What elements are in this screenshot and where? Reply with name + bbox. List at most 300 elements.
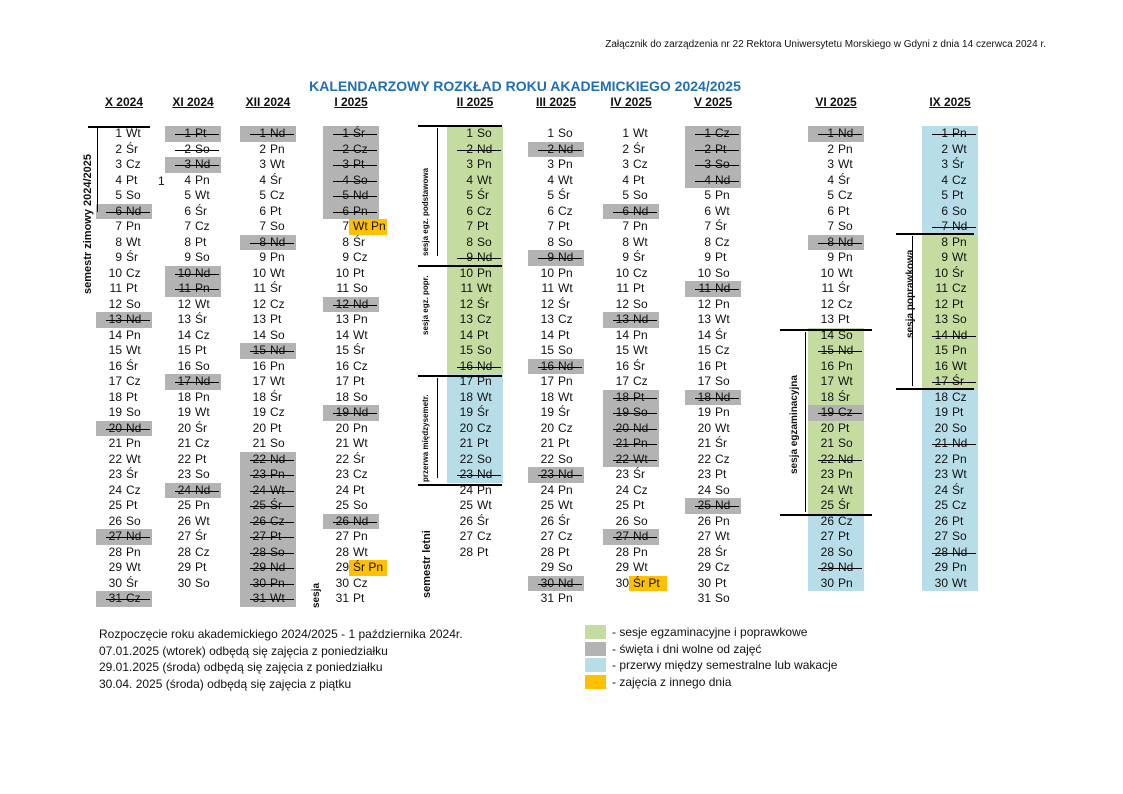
weekday: Wt [633,560,648,574]
weekday: Nd [715,281,731,295]
day-cell [808,421,864,437]
day-cell [603,266,659,282]
day-number: 30 [697,575,711,590]
day-cell [240,266,296,282]
day-cell [685,560,741,576]
day-cell [323,467,379,483]
weekday: Wt [715,420,730,435]
day-cell [165,514,221,530]
day-cell [603,545,659,561]
day-cell [323,142,379,158]
weekday: So [195,467,210,481]
weekday: Cz [558,203,573,218]
weekday: Pn [952,451,967,466]
sesja-podst-bracket [437,128,438,256]
day-number: 29 [540,560,554,574]
weekday: So [952,203,967,218]
weekday: Pt [633,498,645,512]
day-number: 8 [547,234,554,249]
weekday: Śr [838,389,850,404]
day-cell [685,498,741,514]
day-number: 7 [827,219,834,233]
day-number: 12 [697,296,711,311]
day-cell [165,142,221,158]
day-number: 10 [697,265,711,280]
day-cell [922,498,978,514]
weekday: Cz [558,420,573,435]
weekday: Wt [558,498,573,512]
day-number: 14 [615,327,629,342]
sesja-top-line [418,125,502,127]
weekday: Pn [270,575,285,590]
day-cell [165,188,221,204]
day-number: 13 [820,312,834,326]
weekday: Pt [715,467,727,481]
day-cell [96,421,152,437]
weekday: So [477,126,492,140]
day-cell [447,219,503,235]
day-number: 5 [115,188,122,202]
day-cell [528,188,584,204]
day-cell [528,312,584,328]
day-number: 3 [342,157,349,171]
month-header: I 2025 [334,95,368,109]
day-number: 25 [934,498,948,512]
weekday: Pt [715,250,727,264]
weekday: Śr [715,219,727,233]
day-cell [922,436,978,452]
day-cell [685,126,741,142]
day-number: 22 [540,451,554,466]
day-number: 2 [941,141,948,156]
weekday: Cz [952,389,967,404]
day-number: 31 [108,591,122,605]
month-header: III 2025 [535,95,577,109]
weekday: Pt [838,203,850,218]
day-number: 28 [108,544,122,559]
day-cell [323,359,379,375]
day-number: 24 [820,482,834,497]
day-cell [685,576,741,592]
weekday: Pn [952,560,967,574]
przerwa-label: przerwa międzysemetr. [421,394,430,482]
day-cell [240,312,296,328]
day-number: 18 [459,389,473,404]
weekday: So [952,420,967,435]
day-number: 21 [540,436,554,450]
weekday: Śr [353,234,365,249]
weekday: So [558,343,573,357]
day-cell [603,514,659,530]
day-cell [922,235,978,251]
weekday: Śr [633,250,645,264]
weekday: Śr [195,203,207,218]
weekday: Nd [558,575,574,590]
weekday: Śr [558,405,570,419]
month-column [528,126,584,607]
day-number: 20 [335,420,349,435]
day-cell [922,312,978,328]
day-number: 17 [252,374,266,388]
day-number: 23 [934,467,948,481]
weekday: Pt [558,327,570,342]
weekday: Cz [126,374,141,388]
weekday: Śr [195,529,207,543]
weekday: Nd [353,296,369,311]
day-cell [240,514,296,530]
day-number: 1 [342,126,349,140]
day-cell [603,142,659,158]
day-number: 15 [540,343,554,357]
weekday: Wt [126,126,141,140]
day-number: 3 [622,157,629,171]
weekday: Pt [270,420,282,435]
weekday: Pt [838,312,850,326]
day-number: 1 [466,126,473,140]
weekday: So [477,234,492,249]
weekday: Pn [633,436,648,450]
weekday: Cz [195,544,210,559]
weekday: Nd [195,265,211,280]
day-number: 11 [109,281,122,295]
legend-swatch [585,658,606,672]
weekday: Nd [195,374,211,388]
day-number: 11 [253,281,266,295]
day-cell [603,281,659,297]
weekday: Cz [270,188,285,202]
weekday: Pn [353,420,368,435]
weekday: Wt [477,172,492,187]
day-cell [96,250,152,266]
day-cell [603,576,659,592]
weekday: Wt [195,405,210,419]
day-number: 22 [335,451,349,466]
day-cell [165,359,221,375]
day-number: 22 [108,451,122,466]
day-cell [528,374,584,390]
weekday: Nd [126,420,142,435]
weekday: Wt [715,312,730,326]
day-number: 6 [704,203,711,218]
weekday: Pn [195,389,210,404]
weekday: Cz [715,560,730,574]
summer-semester-label: semestr letni [421,530,433,598]
day-cell [528,250,584,266]
day-number: 31 [697,591,711,605]
weekday: Wt [126,451,141,466]
day-number: 8 [259,234,266,249]
legend-item-other-day: - zajęcia z innego dnia [585,674,837,691]
retake-session-label: sesja poprawkowa [905,249,916,338]
weekday: Pn [353,203,368,218]
day-cell [808,560,864,576]
day-number: 7 [704,219,711,233]
weekday: Nd [270,126,286,140]
day-cell [808,483,864,499]
weekday: Wt [270,482,285,497]
weekday: Pt [195,451,207,466]
weekday: So [126,405,141,419]
weekday: Pn [477,482,492,497]
day-cell [240,374,296,390]
day-cell [685,281,741,297]
weekday: Wt [952,250,967,264]
day-cell [808,312,864,328]
weekday: So [715,265,730,280]
weekday: Wt [633,234,648,249]
weekday: Wt [558,172,573,187]
day-number: 20 [934,420,948,435]
weekday: Śr [838,281,850,295]
weekday: So [270,436,285,450]
weekday: Nd [477,250,493,264]
day-number: 9 [704,250,711,264]
day-cell [447,126,503,142]
day-cell [323,405,379,421]
day-cell [165,250,221,266]
day-cell [96,142,152,158]
day-cell [685,390,741,406]
day-cell [603,328,659,344]
weekday: Nd [270,560,286,574]
day-cell [685,436,741,452]
day-cell [96,343,152,359]
day-cell [528,529,584,545]
day-number: 26 [459,513,473,528]
day-cell [447,421,503,437]
day-number: 2 [704,141,711,156]
day-cell [165,343,221,359]
month-header: VI 2025 [815,95,857,109]
day-number: 15 [335,343,349,357]
day-cell [447,312,503,328]
weekday: Cz [715,126,730,140]
day-number: 18 [252,389,266,404]
day-number: 14 [820,327,834,342]
weekday: Nd [633,420,649,435]
weekday: Nd [558,250,574,264]
weekday: Cz [477,312,492,326]
day-number: 19 [934,405,948,419]
day-cell [685,405,741,421]
weekday: Cz [353,575,368,590]
weekday: So [353,172,368,187]
day-cell [96,436,152,452]
day-number: 6 [827,203,834,218]
day-number: 16 [615,358,629,373]
day-cell [528,173,584,189]
weekday: So [558,560,573,574]
weekday: So [952,529,967,543]
day-number: 29 [615,560,629,574]
day-cell [922,483,978,499]
day-cell [685,312,741,328]
day-number: 23 [108,467,122,481]
day-number: 21 [615,436,629,450]
day-cell [922,188,978,204]
month-column [96,126,152,607]
day-cell [240,157,296,173]
weekday: Cz [353,467,368,481]
day-cell [808,545,864,561]
weekday: Śr [195,312,207,326]
day-cell [808,219,864,235]
weekday: Wt [477,281,492,295]
day-number: 27 [335,529,349,543]
day-number: 19 [697,405,711,419]
przerwa-top-line [418,375,502,377]
day-number: 29 [177,560,191,574]
day-cell [922,421,978,437]
weekday: Pn [126,544,141,559]
exam-session-label: sesja egzaminacyjna [789,375,800,474]
weekday: Pt [952,513,964,528]
day-number: 19 [252,405,266,419]
weekday: Nd [838,343,854,357]
day-number: 25 [177,498,191,512]
month-header: IX 2025 [929,95,971,109]
weekday: Pt [477,436,489,450]
weekday: Pt [558,219,570,233]
day-cell [922,204,978,220]
day-number: 4 [827,172,834,187]
weekday: Cz [195,219,210,233]
day-number: 26 [615,513,629,528]
weekday: Pn [952,343,967,357]
day-cell [165,483,221,499]
day-number: 4 [259,172,266,187]
weekday: So [558,126,573,140]
weekday: Pn [838,141,853,156]
day-cell [808,359,864,375]
day-number: 5 [259,188,266,202]
day-number: 7 [115,219,122,233]
weekday: Wt [195,296,210,311]
day-cell [96,328,152,344]
day-cell [808,281,864,297]
day-cell [685,250,741,266]
day-number: 2 [547,141,554,156]
day-cell [922,514,978,530]
weekday: Śr [558,513,570,528]
day-cell [240,560,296,576]
day-cell [240,281,296,297]
weekday: Wt [633,343,648,357]
day-cell [240,188,296,204]
day-cell [922,529,978,545]
weekday: Śr [270,172,282,187]
legend-item-sessions: - sesje egzaminacyjne i poprawkowe [585,624,837,641]
day-cell [165,281,221,297]
day-number: 3 [941,157,948,171]
day-number: 4 [941,172,948,187]
weekday: Pt [715,575,727,590]
day-cell [603,126,659,142]
weekday: Wt [353,436,368,450]
month-header: XII 2024 [245,95,291,109]
day-cell [603,390,659,406]
day-cell [528,498,584,514]
day-cell [323,560,384,576]
day-cell [922,405,978,421]
day-number: 7 [259,219,266,233]
day-number: 4 [466,172,473,187]
day-number: 6 [941,203,948,218]
day-cell [447,188,503,204]
weekday: Pn [270,250,285,264]
day-number: 5 [342,188,349,202]
day-cell [165,235,221,251]
day-number: 7 [184,219,191,233]
weekday: Nd [270,343,286,357]
day-number: 2 [466,141,473,156]
day-number: 6 [184,203,191,218]
day-number: 16 [108,358,122,373]
day-number: 23 [335,467,349,481]
weekday: Pt [558,436,570,450]
weekday: Pt [270,203,282,218]
day-number: 23 [615,467,629,481]
day-cell [603,188,659,204]
day-number: 28 [934,544,948,559]
weekday: Śr [195,420,207,435]
weekday: Nd [270,451,286,466]
weekday: So [715,374,730,388]
day-number: 14 [177,327,191,342]
weekday: Wt [558,389,573,404]
day-cell [323,235,379,251]
day-cell [240,498,296,514]
weekday: Pt [633,389,645,404]
weekday: Pn [126,327,141,342]
day-number: 21 [697,436,711,450]
weekday: Cz [952,281,967,295]
weekday: Nd [195,482,211,497]
day-number: 4 [184,172,191,187]
weekday: Śr [126,358,138,373]
weekday: So [838,219,853,233]
day-cell [528,545,584,561]
day-cell [603,436,659,452]
weekday: Nd [838,126,854,140]
day-cell [603,405,659,421]
day-number: 20 [108,420,122,435]
day-cell [922,343,978,359]
day-cell [808,250,864,266]
weekday: So [195,358,210,373]
day-cell [685,545,741,561]
day-cell [240,204,296,220]
summer-top-line [418,484,502,486]
weekday: Pn [477,265,492,280]
weekday: Nd [126,529,142,543]
day-cell [96,297,152,313]
weekday: Nd [353,405,369,419]
day-cell [922,250,978,266]
day-cell [240,142,296,158]
day-number: 22 [459,451,473,466]
weekday: Śr [633,358,645,373]
day-number: 15 [615,343,629,357]
day-number: 28 [335,544,349,559]
day-number: 12 [108,296,122,311]
mark-one: 1 [158,174,165,188]
weekday: Pt [477,327,489,342]
day-number: 24 [697,482,711,497]
day-number: 17 [615,374,629,388]
day-cell [685,421,741,437]
day-cell [685,483,741,499]
